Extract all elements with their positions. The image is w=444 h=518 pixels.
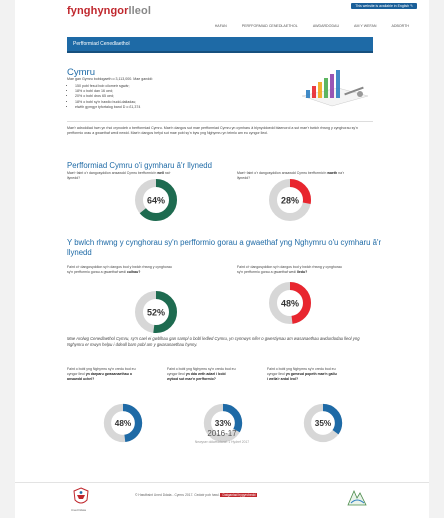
page-banner bbox=[67, 37, 373, 53]
copyright-text: © Hawlfraint Uned Ddata - Cymru 2017. Cedwir pob hawl. bbox=[135, 493, 220, 497]
donut-label: 52% bbox=[146, 307, 166, 318]
donut-gap-widened bbox=[267, 280, 313, 326]
survey-intro: Mae Arolwg Cenedlaethol Cymru, sy'n cael ei gwblhau gan sampl o bobl ledled Cymru, yn cynnwys nifer o gwestiynau am wasanaethau awdurdodau lleol yng Nghymru er mwyn helpu i ddeall barn pobl am y gwasanaethau hynny. bbox=[67, 336, 360, 347]
question-bold: culhau? bbox=[126, 270, 141, 275]
accessibility-link[interactable]: Datganiad hygyrchedd bbox=[222, 493, 256, 497]
intro-text: Mae gan Gymru boblogaeth o 3,113,000. Mae ganddi: bbox=[67, 77, 154, 81]
donut-label: 33% bbox=[214, 419, 232, 429]
question-bold: lledu? bbox=[296, 270, 308, 275]
section2-left-question bbox=[67, 265, 177, 275]
edit-icon: ✎ bbox=[410, 4, 413, 8]
donut-label: 28% bbox=[280, 195, 300, 206]
donut-better-than-last-year bbox=[133, 177, 179, 223]
logo-part2: lleol bbox=[128, 5, 152, 17]
list-item: • 150 pobl fesul bob cilometr sgwâr; bbox=[75, 84, 140, 89]
question-text: Mae'r faint o'r dangosyddion ansawdd Cymru berfformio'n bbox=[67, 171, 158, 175]
question-text: na'r llynedd? bbox=[67, 171, 171, 181]
survey-question-1 bbox=[67, 367, 137, 383]
donut-label: 48% bbox=[280, 298, 300, 309]
donut-gap-narrowed bbox=[133, 289, 179, 335]
donut-label: 64% bbox=[146, 195, 166, 206]
list-item: • elwith gymgyr tyfortalog band D o £1,374 bbox=[75, 105, 140, 110]
question-text: Faint o bobl yng Nghymru sy'n credu bod eu cyngor lleol bbox=[67, 367, 136, 377]
english-language-button[interactable] bbox=[351, 3, 417, 9]
donut-label: 48% bbox=[114, 419, 132, 429]
footer-copyright bbox=[135, 493, 257, 497]
page bbox=[15, 0, 429, 518]
main-nav bbox=[215, 24, 409, 28]
list-item: • 18% o bobl sy'n hawlio budd-daliadau; bbox=[75, 100, 140, 105]
question-text: na'r llynedd? bbox=[237, 171, 344, 181]
question-bold: yn gwneud popeth mae'n gallu i wella'r ardal leol? bbox=[267, 372, 337, 382]
footer-logo-caption: Uned Ddata bbox=[71, 508, 86, 512]
year-subtext: Newyser ddiweddaraf: 1 Hydref 2017 bbox=[194, 440, 250, 444]
site-logo[interactable] bbox=[67, 5, 151, 17]
question-text: Faint o'r dangosyddion sy'n dangos bod y bwlch rhwng y cynghorau sy'n perfformio gorau a gwaethaf wedi bbox=[237, 265, 342, 275]
chart-illustration-icon bbox=[298, 66, 370, 110]
question-text: Faint o bobl yng Nghymru sy'n credu bod eu cyngor lleol bbox=[167, 367, 236, 377]
section1-heading: Perfformiad Cymru o'i gymharu â'r llynedd bbox=[67, 161, 212, 170]
survey-question-3 bbox=[267, 367, 337, 383]
question-text: Faint o'r dangosyddion sy'n dangos bod y bwlch rhwng y cynghorau sy'n perfformio gorau a gwaethaf wedi bbox=[67, 265, 172, 275]
question-bold: well bbox=[157, 171, 164, 175]
question-bold: yn dda wrth adael i bobl wybod sut mae'n perfformio? bbox=[167, 372, 226, 382]
footer bbox=[15, 482, 429, 518]
question-bold: yn darparu gwasanaethau o ansawdd uchel? bbox=[67, 372, 132, 382]
donut-worse-than-last-year bbox=[267, 177, 313, 223]
intro-heading: Cymru bbox=[67, 67, 95, 78]
donut-label: 35% bbox=[314, 419, 332, 429]
section2-heading: Y bwlch rhwng y cynghorau sy'n perfformio gorau a gwaethaf yng Nghymru o'u cymharu â'r llynedd bbox=[67, 238, 382, 257]
question-text: Faint o bobl yng Nghymru sy'n credu bod eu cyngor lleol bbox=[267, 367, 336, 377]
english-button-label: This website is available in English bbox=[355, 4, 410, 8]
section2-right-question bbox=[237, 265, 347, 275]
question-text: Mae'r faint o'r dangosyddion ansawdd Cymru berfformio'n bbox=[237, 171, 328, 175]
partner-logo-icon bbox=[346, 487, 368, 509]
summary-paragraph: Mae'r adroddiad hwn yn rhoi crynodeb o berfformiad Cymru. Mae'n dangos sut mae perfformiad Cymru yn cymharu â blynyddoedd blaenorol a sut mae'r bwlch rhwng y cynghorau sy'n perfformio orau a gwaethaf wedi newid. Mae'n dangos hefyd sut mae pobl sy'n byw yng Nghymru yn teimlo am eu cyngor lleol. bbox=[67, 126, 358, 136]
banner-title: Perfformiad Cenedlaethol bbox=[73, 41, 130, 47]
nav-item-home[interactable]: HAFAN bbox=[214, 24, 227, 28]
nav-item-about[interactable]: AM Y WEFAN bbox=[354, 24, 377, 28]
year-label: 2016-17 bbox=[207, 429, 237, 438]
question-bold: waeth bbox=[327, 171, 338, 175]
nav-item-national-performance[interactable]: PERFFORMIAD CENEDLAETHOL bbox=[241, 24, 298, 28]
survey-question-2 bbox=[167, 367, 237, 383]
divider bbox=[67, 121, 373, 122]
nav-item-authorities[interactable]: AWDARDODAU bbox=[312, 24, 340, 28]
header bbox=[15, 0, 429, 34]
intro-bullet-list bbox=[67, 84, 140, 110]
logo-part1: fynghyngor bbox=[67, 5, 129, 17]
nav-item-feedback[interactable]: ADBORTH bbox=[391, 24, 409, 28]
list-item: • 18% o bobl dan 16 oed; bbox=[75, 89, 140, 94]
list-item: • 20% o bobl dros 65 oed; bbox=[75, 94, 140, 99]
crest-logo-icon bbox=[73, 487, 89, 507]
